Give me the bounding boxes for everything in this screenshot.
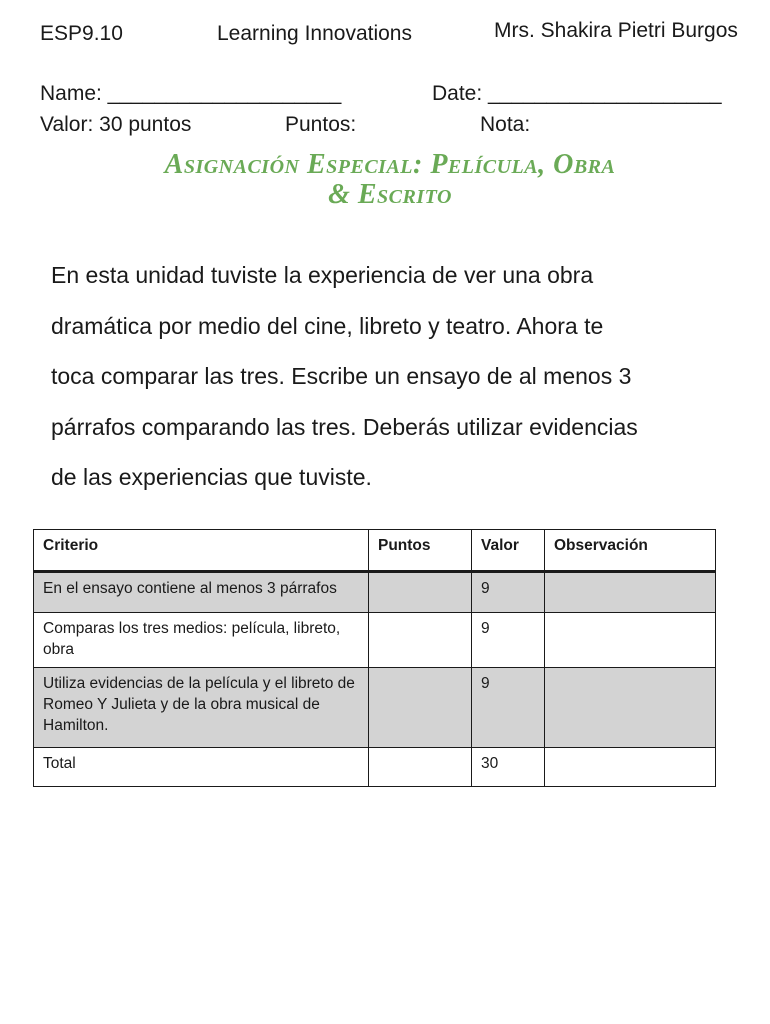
- teacher-name: Mrs. Shakira Pietri Burgos: [494, 19, 738, 42]
- table-row: [34, 668, 716, 748]
- table-header-row: [34, 530, 716, 572]
- program-name: Learning Innovations: [217, 22, 412, 45]
- header-puntos: Puntos: [369, 530, 472, 572]
- valor-cell: 9: [472, 572, 545, 613]
- puntos-cell[interactable]: [369, 613, 472, 668]
- assignment-title-line-1: Asignación Especial: Película, Obra: [164, 149, 616, 180]
- course-code: ESP9.10: [40, 22, 123, 45]
- instructions-line: de las experiencias que tuviste.: [51, 464, 372, 490]
- observacion-cell[interactable]: [545, 572, 716, 613]
- puntos-cell[interactable]: [369, 748, 472, 787]
- instructions-line: En esta unidad tuviste la experiencia de ver una obra: [51, 262, 594, 288]
- assignment-title-line-2: & Escrito: [328, 179, 452, 210]
- observacion-cell[interactable]: [545, 613, 716, 668]
- date-field[interactable]: Date: ____________________: [432, 82, 722, 105]
- header-criterio: Criterio: [34, 530, 369, 572]
- observacion-cell[interactable]: [545, 748, 716, 787]
- criterio-cell: Total: [34, 748, 369, 787]
- header-observacion: Observación: [545, 530, 716, 572]
- instructions-line: dramática por medio del cine, libreto y teatro. Ahora te: [51, 312, 604, 339]
- valor-label: Valor: 30 puntos: [40, 113, 192, 136]
- header-valor: Valor: [472, 530, 545, 572]
- assignment-title: [40, 150, 740, 210]
- valor-cell: 30: [472, 748, 545, 787]
- valor-cell: 9: [472, 613, 545, 668]
- nota-label: Nota:: [480, 113, 531, 136]
- instructions-line: párrafos comparando las tres. Deberás utilizar evidencias: [51, 413, 638, 440]
- observacion-cell[interactable]: [545, 668, 716, 748]
- puntos-cell[interactable]: [369, 668, 472, 748]
- criterio-cell: En el ensayo contiene al menos 3 párrafos: [34, 572, 369, 613]
- criterio-cell: Comparas los tres medios: película, libreto, obra: [34, 613, 369, 668]
- criterio-cell: Utiliza evidencias de la película y el libreto de Romeo Y Julieta y de la obra musical de Hamilton.: [34, 668, 369, 748]
- name-field[interactable]: Name: ____________________: [40, 82, 342, 105]
- table-row: [34, 572, 716, 613]
- valor-cell: 9: [472, 668, 545, 748]
- rubric-table: [33, 529, 716, 787]
- instructions-line: toca comparar las tres. Escribe un ensayo de al menos 3: [51, 363, 632, 389]
- table-row-total: [34, 748, 716, 787]
- table-row: [34, 613, 716, 668]
- puntos-cell[interactable]: [369, 572, 472, 613]
- instructions-paragraph: [51, 250, 711, 503]
- puntos-label: Puntos:: [285, 113, 357, 136]
